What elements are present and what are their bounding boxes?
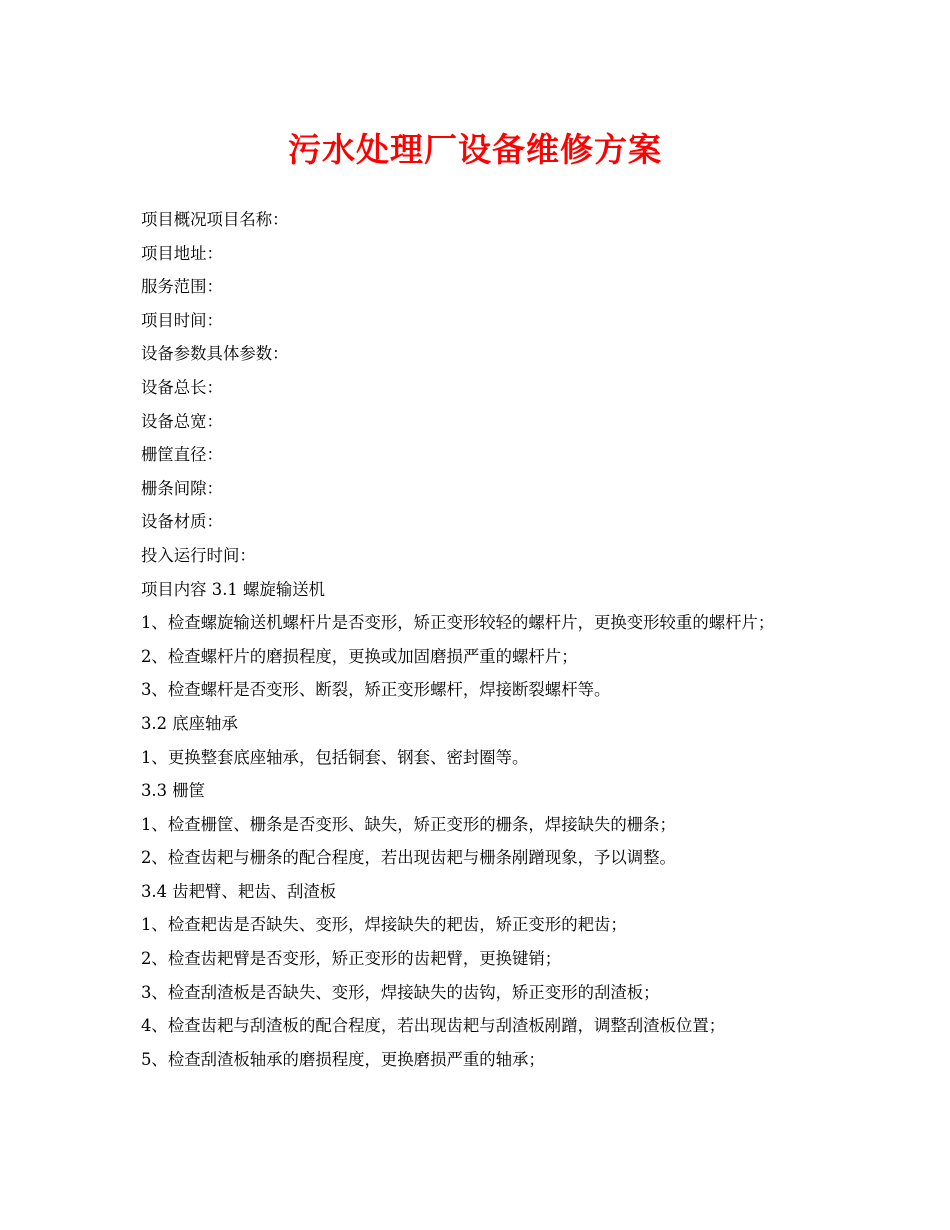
text-line: 项目地址：: [141, 243, 223, 263]
text-line: 栅筐直径：: [141, 445, 223, 465]
text-line: 设备参数具体参数：: [141, 344, 289, 364]
text-line: 1、检查螺旋输送机螺杆片是否变形，矫正变形较轻的螺杆片，更换变形较重的螺杆片；: [141, 613, 775, 633]
text-line: 投入运行时间：: [141, 545, 256, 565]
text-line: 2、检查齿耙与栅条的配合程度，若出现齿耙与栅条剐蹭现象，予以调整。: [141, 848, 676, 868]
text-line: 2、检查螺杆片的磨损程度，更换或加固磨损严重的螺杆片；: [141, 646, 578, 666]
text-line: 3、检查螺杆是否变形、断裂，矫正变形螺杆，焊接断裂螺杆等。: [141, 680, 611, 700]
document-body: [141, 203, 821, 1076]
text-line: 1、检查耙齿是否缺失、变形，焊接缺失的耙齿，矫正变形的耙齿；: [141, 915, 627, 935]
text-line: 设备总长：: [141, 377, 223, 397]
document-title: 污水处理厂设备维修方案: [288, 130, 662, 169]
section-heading: 3.3 栅筐: [141, 781, 206, 801]
text-line: 设备材质：: [141, 512, 223, 532]
text-line: 1、更换整套底座轴承，包括铜套、钢套、密封圈等。: [141, 747, 529, 767]
text-line: 3、检查刮渣板是否缺失、变形，焊接缺失的齿钩，矫正变形的刮渣板；: [141, 982, 660, 1002]
text-line: 服务范围：: [141, 277, 223, 297]
text-line: 1、检查栅筐、栅条是否变形、缺失，矫正变形的栅条，焊接缺失的栅条；: [141, 814, 676, 834]
section-heading: 3.2 底座轴承: [141, 713, 238, 733]
text-line: 项目概况项目名称：: [141, 210, 289, 229]
text-line: 2、检查齿耙臂是否变形，矫正变形的齿耙臂，更换键销；: [141, 949, 562, 969]
text-line: 设备总宽：: [141, 411, 223, 431]
text-line: 栅条间隙：: [141, 478, 223, 498]
text-line: 项目时间：: [141, 310, 223, 330]
section-heading: 项目内容 3.1 螺旋输送机: [141, 579, 326, 599]
section-heading: 3.4 齿耙臂、耙齿、刮渣板: [141, 881, 337, 901]
text-line: 4、检查齿耙与刮渣板的配合程度，若出现齿耙与刮渣板剐蹭，调整刮渣板位置；: [141, 1016, 726, 1036]
text-line: 5、检查刮渣板轴承的磨损程度，更换磨损严重的轴承；: [141, 1049, 545, 1069]
